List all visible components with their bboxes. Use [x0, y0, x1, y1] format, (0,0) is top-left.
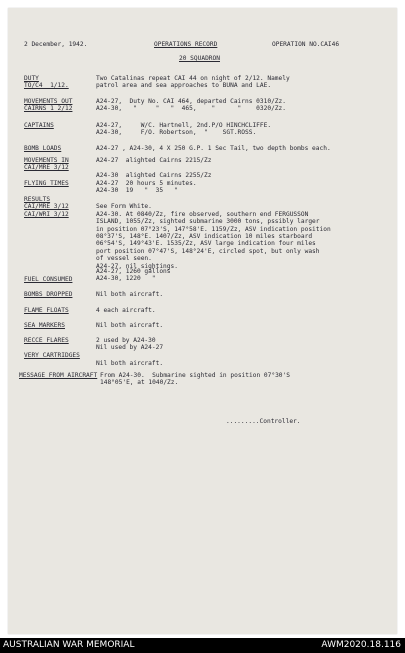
movements-out-text: A24-27, Duty No. CAI 464, departed Cairns 0310/Zz. A24-30, " " " 465, " " 0320/Zz. — [96, 98, 286, 113]
archive-footer — [0, 638, 405, 653]
message-text: From A24-30. Submarine sighted in position 07°30'S 148°05'E, at 1040/Zz. — [100, 372, 290, 387]
flying-times-text: A24-27 20 hours 5 minutes. A24-30 19 " 35 " — [96, 180, 197, 195]
captains-text: A24-27, W/C. Hartnell, 2nd.P/O HINCHCLIFFE. A24-30, F/O. Robertson, " SGT.ROSS. — [96, 122, 272, 137]
record-title: OPERATIONS RECORD — [154, 41, 218, 48]
bombs-dropped-text: Nil both aircraft. — [96, 291, 164, 298]
record-date: 2 December, 1942. — [24, 41, 88, 48]
bomb-loads-text: A24-27 , A24-30, 4 X 250 G.P. 1 Sec Tail, two depth bombs each. — [96, 145, 331, 152]
recce-flares-text: 2 used by A24-30 Nil used by A24-27 — [96, 337, 164, 352]
results-label: RESULTS CAI/MRE 3/12 CAI/WRI 3/12 — [24, 196, 69, 218]
flying-times-label: FLYING TIMES — [24, 180, 69, 187]
sea-markers-label: SEA MARKERS — [24, 322, 65, 329]
captains-label: CAPTAINS — [24, 122, 54, 129]
controller-signature-line: .........Controller. — [226, 418, 301, 425]
footer-accession-number: AWM2020.18.116 — [321, 640, 401, 650]
movements-in-text: A24-27 alighted Cairns 2215/Zz A24-30 alighted Cairns 2255/Zz — [96, 157, 212, 179]
footer-institution: AUSTRALIAN WAR MEMORIAL — [3, 640, 135, 650]
fuel-consumed-label: FUEL CONSUMED — [24, 276, 73, 283]
recce-flares-label: RECCE FLARES — [24, 337, 69, 344]
bombs-dropped-label: BOMBS DROPPED — [24, 291, 73, 298]
movements-in-label: MOVEMENTS IN CAI/MRE 3/12 — [24, 157, 69, 172]
duty-label: DUTY TO/C4 1/12. — [24, 75, 69, 90]
fuel-consumed-text: A24-27, 1260 gallons A24-30, 1220 " — [96, 268, 171, 283]
results-text: See Form White. A24-30. At 0840/Zz, fire observed, southern end FERGUSSON ISLAND, 1055/Zz, sighted submarine 3000 tons, pssibly larger in position 07°23'S, 147°58'E. 1159/Zz, ASV indication position 08°37'S, 148°E. 1407/Zz, ASV indication 10 miles starboard 06°54'S, 149°43'E. 1535/Zz, ASV large indication four miles port position 07°47'S, 148°24'E, circled spot, but only wash of vessel seen. A24-27, nil sightings. — [96, 203, 331, 270]
sea-markers-text: Nil both aircraft. — [96, 322, 164, 329]
document-page — [8, 8, 397, 634]
movements-out-label: MOVEMENTS OUT CAIRNS 1 2/12 — [24, 98, 73, 113]
message-label: MESSAGE FROM AIRCRAFT — [19, 372, 98, 379]
very-cartridges-label: VERY CARTRIDGES — [24, 352, 80, 359]
very-cartridges-text: Nil both aircraft. — [96, 360, 164, 367]
bomb-loads-label: BOMB LOADS — [24, 145, 62, 152]
duty-text: Two Catalinas repeat CAI 44 on night of 2/12. Namely patrol area and sea approaches to BUNA and LAE. — [96, 75, 290, 90]
squadron: 20 SQUADRON — [179, 55, 220, 62]
operation-number: OPERATION NO.CAI46 — [272, 41, 340, 48]
flame-floats-label: FLAME FLOATS — [24, 307, 69, 314]
flame-floats-text: 4 each aircraft. — [96, 307, 156, 314]
